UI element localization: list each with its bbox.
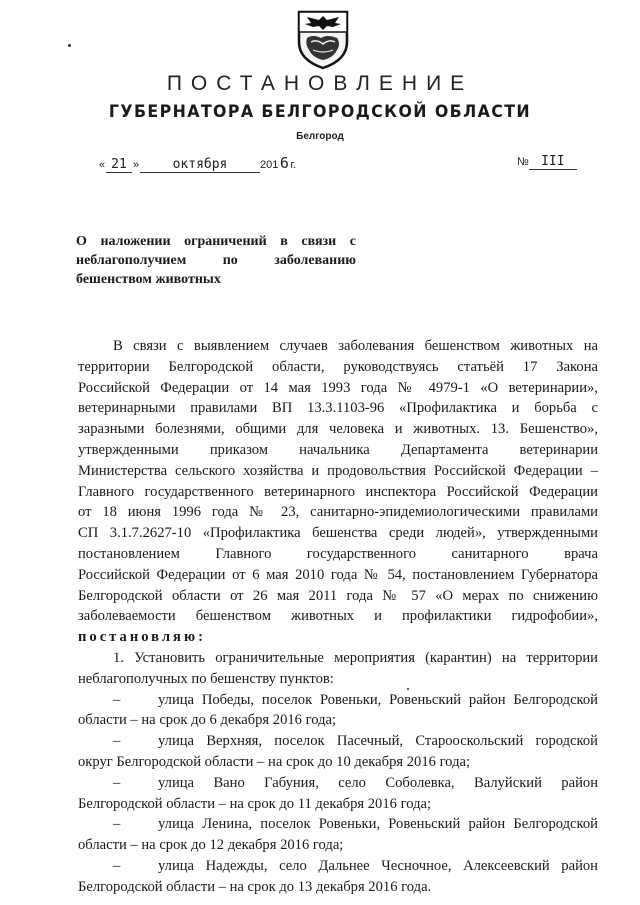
document-title: ПОСТАНОВЛЕНИЕ <box>166 72 474 95</box>
bullet-continuation: округ Белгородской области – на срок до 10 декабря 2016 года; <box>78 753 471 770</box>
bullet-continuation: Белгородской области – на срок до 11 декабря 2016 года; <box>78 795 432 812</box>
item-line: неблагополучных по бешенству пунктов: <box>78 670 334 687</box>
bullet-dash: – <box>113 857 121 874</box>
body-line: ветеринарными правилами ВП 13.3.1103-96 «Профилактика и борьба с <box>78 400 598 417</box>
number-value: III <box>529 154 577 170</box>
bullet-continuation: Белгородской области – на срок до 13 декабря 2016 года. <box>78 878 432 895</box>
document-date <box>98 154 296 173</box>
body-line: В связи с выявлением случаев заболевания бешенством животных на <box>113 338 598 354</box>
bullet-dash: – <box>113 816 121 833</box>
bullet-item <box>78 856 598 877</box>
bullet-text: улица Вано Габуния, село Соболевка, Валуйский район <box>158 774 598 791</box>
number-label: № <box>517 156 529 168</box>
bullet-text: улица Ленина, поселок Ровеньки, Ровеньский район Белгородской <box>158 816 598 833</box>
body-line: постановлением Главного государственного санитарного врача <box>78 545 598 562</box>
subject-line: неблагополучием по заболеванию <box>76 253 356 268</box>
document-number <box>517 154 577 170</box>
issuer-title: ГУБЕРНАТОРА БЕЛГОРОДСКОЙ ОБЛАСТИ <box>108 102 532 122</box>
bullet-text: улица Надежды, село Дальнее Чесночное, Алексеевский район <box>158 857 598 874</box>
subject-line: бешенством животных <box>76 272 221 287</box>
body-line: утвержденными приказом начальника Департамента ветеринарии <box>78 441 598 458</box>
date-open-quote: « <box>98 159 106 171</box>
bullet-continuation: области – на срок до 12 декабря 2016 года; <box>78 837 344 854</box>
date-year-suffix: 6 <box>279 154 289 172</box>
subject-line: О наложении ограничений в связи с <box>76 234 356 249</box>
body-line: Главного государственного ветеринарного инспектора Российской Федерации <box>78 483 598 500</box>
item-line: 1. Установить ограничительные мероприятия (карантин) на территории <box>113 649 598 666</box>
body-line: от 18 июня 1996 года № 23, санитарно-эпидемиологическими правилами <box>78 504 598 521</box>
body-line: заболеваемости бешенством животных и профилактики гидрофобии», <box>78 608 598 625</box>
bullet-item <box>78 731 598 752</box>
decree-word-text: постановляю: <box>78 629 206 646</box>
city-label: Белгород <box>296 131 344 142</box>
bullet-item <box>78 814 598 835</box>
body-line: СП 3.1.7.2627-10 «Профилактика бешенства среди людей», утвержденными <box>78 525 598 542</box>
body-line: заразными болезнями, общими для человека и животных. 13. Бешенство», <box>78 421 598 438</box>
date-year-prefix: 201 <box>260 159 279 171</box>
body-line: Министерства сельского хозяйства и продовольствия Российской Федерации – <box>78 462 598 479</box>
body-line: Российской Федерации от 14 мая 1993 года № 4979-1 «О ветеринарии», <box>78 379 598 396</box>
scan-speck <box>407 688 409 690</box>
bullet-dash: – <box>113 733 121 750</box>
bullet-continuation: области – на срок до 6 декабря 2016 года; <box>78 712 337 729</box>
date-close-quote: » <box>132 159 140 171</box>
date-day: 21 <box>106 157 132 173</box>
coat-of-arms-emblem <box>293 8 353 70</box>
bullet-text: улица Верхняя, поселок Пасечный, Старооскольский городской <box>158 733 598 750</box>
decree-word <box>78 627 598 648</box>
bullet-item <box>78 773 598 794</box>
document-subject <box>76 232 356 289</box>
bullet-dash: – <box>113 774 121 791</box>
bullet-dash: – <box>113 691 121 708</box>
date-month: октября <box>140 157 260 173</box>
document-body <box>78 336 598 898</box>
body-line: территории Белгородской области, руководствуясь статьёй 17 Закона <box>78 358 598 375</box>
date-year-unit: г. <box>290 159 297 171</box>
scan-speck <box>68 44 71 47</box>
body-line: Белгородской области от 26 мая 2011 года № 57 «О мерах по снижению <box>78 587 598 604</box>
bullet-item <box>78 690 598 711</box>
body-line: Российской Федерации от 6 мая 2010 года № 54, постановлением Губернатора <box>78 566 598 583</box>
bullet-text: улица Победы, поселок Ровеньки, Ровеньский район Белгородской <box>158 691 598 708</box>
